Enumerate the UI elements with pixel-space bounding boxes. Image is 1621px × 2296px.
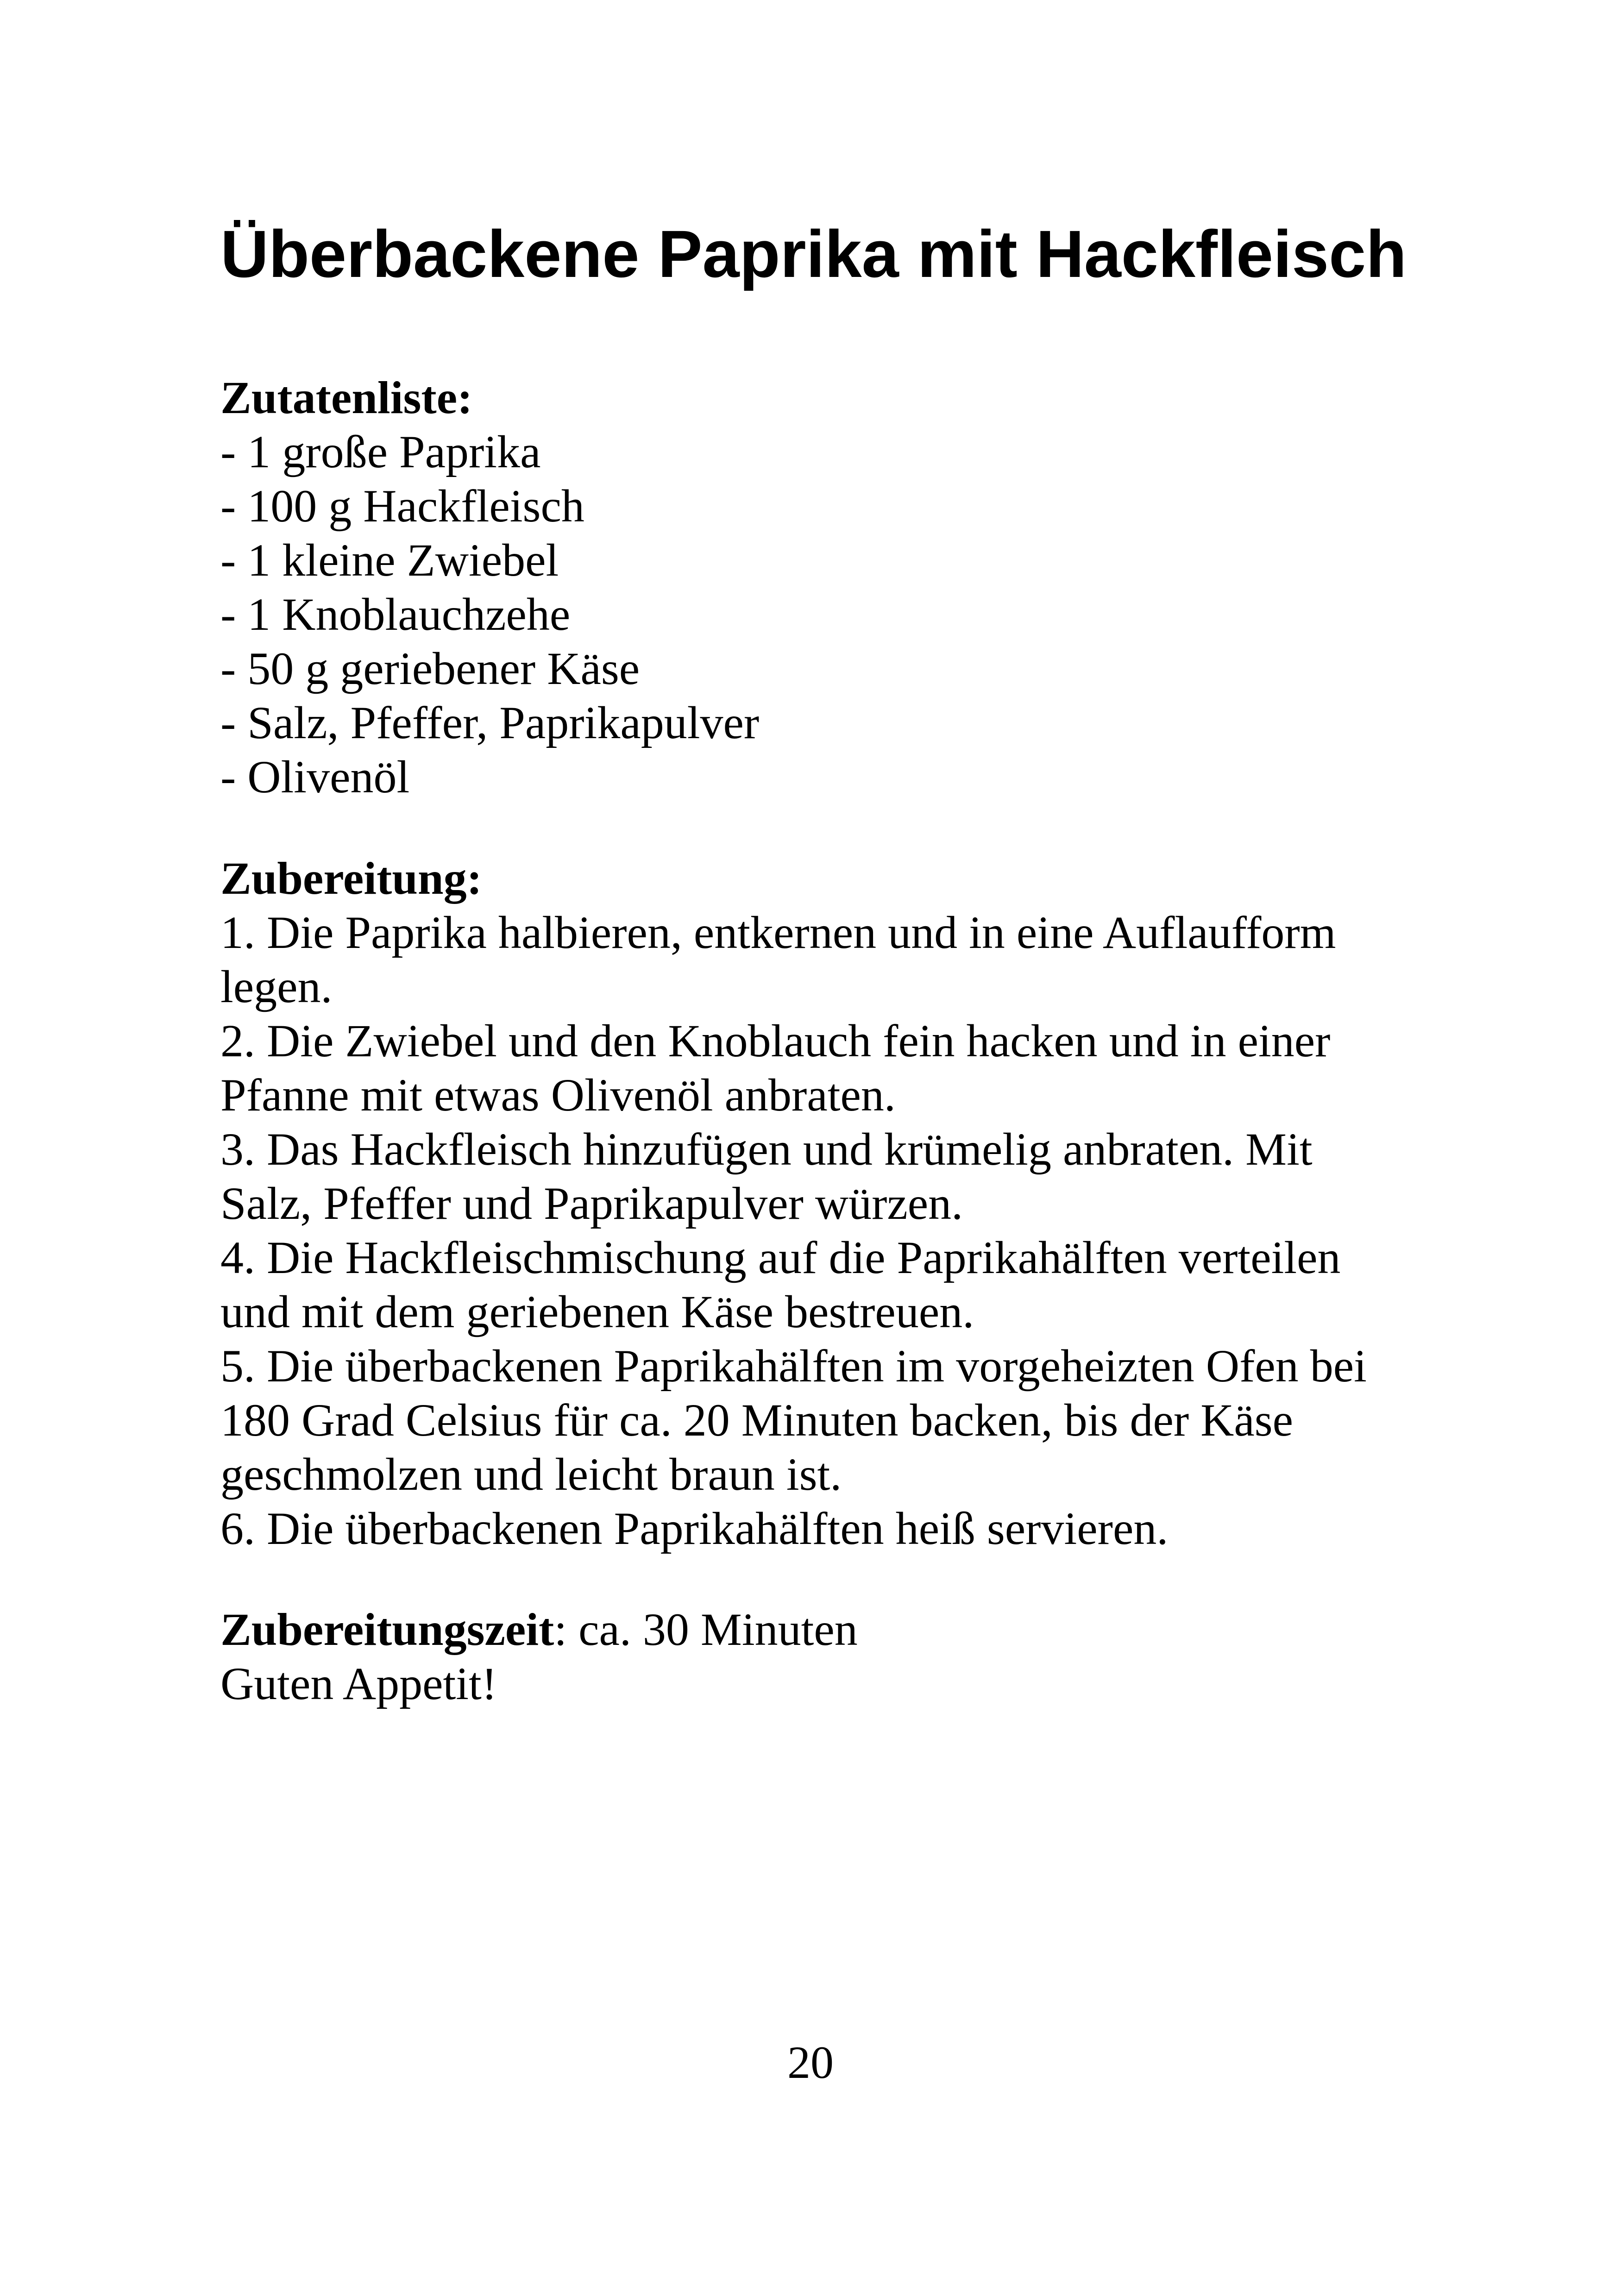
preparation-line: 6. Die überbackenen Paprikahälften heiß servieren. — [220, 1503, 1169, 1554]
preparation-line: legen. — [220, 961, 333, 1012]
preparation-line: 5. Die überbackenen Paprikahälften im vorgeheizten Ofen bei — [220, 1340, 1367, 1392]
ingredient-item: - 1 große Paprika — [220, 426, 541, 477]
closing-text: Guten Appetit! — [220, 1658, 497, 1709]
preparation-line: 1. Die Paprika halbieren, entkernen und in eine Auflaufform — [220, 907, 1336, 958]
ingredient-item: - 1 kleine Zwiebel — [220, 534, 559, 586]
ingredient-item: - 1 Knoblauchzehe — [220, 589, 571, 640]
preparation-line: 2. Die Zwiebel und den Knoblauch fein hacken und in einer — [220, 1015, 1331, 1066]
preparation-line: 4. Die Hackfleischmischung auf die Paprikahälften verteilen — [220, 1232, 1341, 1283]
preparation-line: Salz, Pfeffer und Paprikapulver würzen. — [220, 1178, 963, 1229]
ingredient-item: - 100 g Hackfleisch — [220, 480, 584, 532]
prep-time-label: Zubereitungszeit — [220, 1604, 554, 1655]
prep-time-line — [220, 1602, 1471, 1656]
ingredients-section — [220, 370, 1471, 804]
page-number: 20 — [787, 2037, 834, 2088]
ingredient-item: - Salz, Pfeffer, Paprikapulver — [220, 697, 760, 748]
preparation-line: und mit dem geriebenen Käse bestreuen. — [220, 1286, 974, 1337]
ingredients-heading: Zutatenliste: — [220, 372, 473, 423]
preparation-line: geschmolzen und leicht braun ist. — [220, 1449, 842, 1500]
preparation-line: 180 Grad Celsius für ca. 20 Minuten backen, bis der Käse — [220, 1394, 1294, 1446]
preparation-line: 3. Das Hackfleisch hinzufügen und krümelig anbraten. Mit — [220, 1123, 1313, 1175]
preparation-section — [220, 851, 1471, 1556]
recipe-title: Überbackene Paprika mit Hackfleisch — [220, 217, 1407, 291]
preparation-heading: Zubereitung: — [220, 853, 482, 904]
preparation-line: Pfanne mit etwas Olivenöl anbraten. — [220, 1069, 896, 1121]
ingredient-item: - Olivenöl — [220, 751, 410, 803]
ingredient-item: - 50 g geriebener Käse — [220, 643, 640, 694]
prep-time-section — [220, 1602, 1471, 1711]
prep-time-value: : ca. 30 Minuten — [554, 1604, 858, 1655]
